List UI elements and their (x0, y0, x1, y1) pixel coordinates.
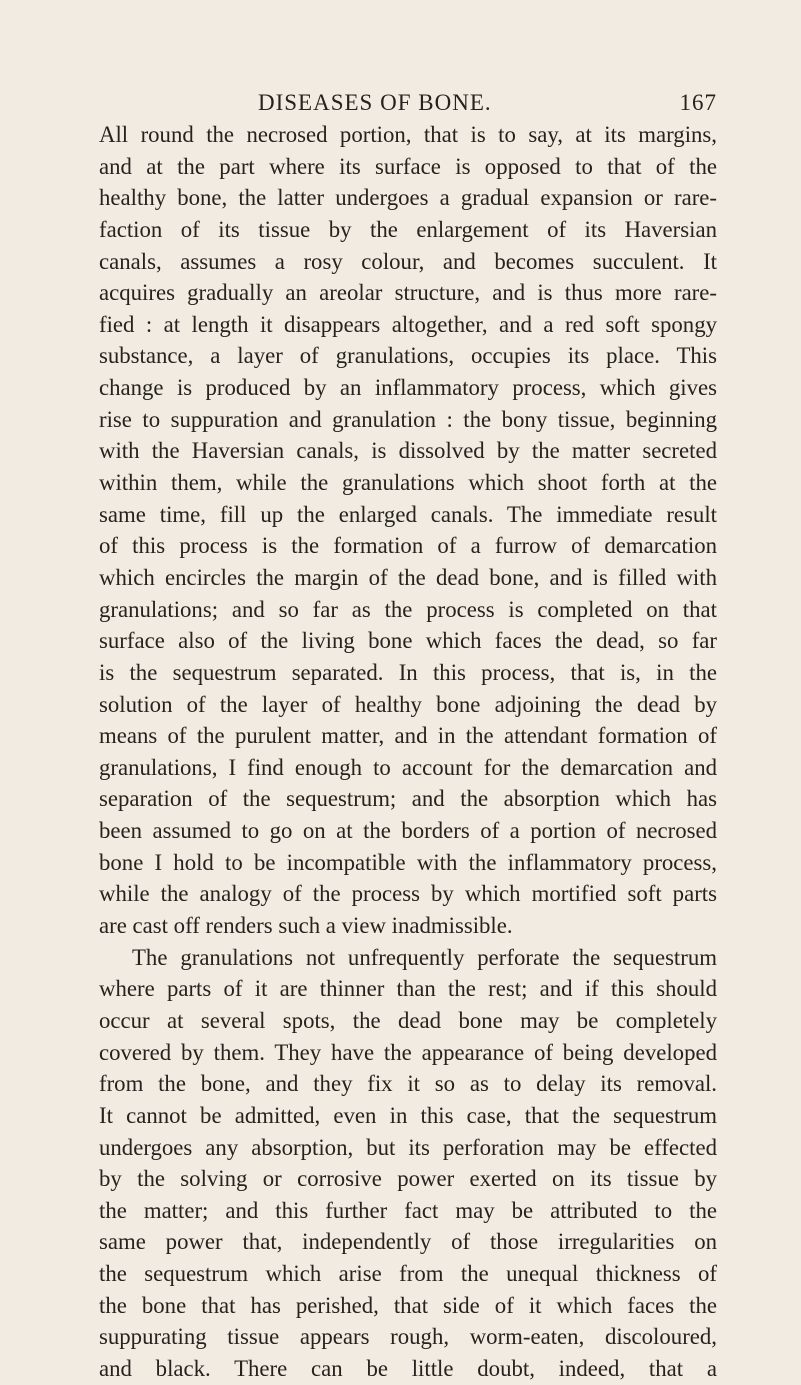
running-header (99, 78, 717, 118)
text-line: acquires gradually an areolar structure, and is thus more rare- (99, 280, 717, 306)
text-line: rise to suppuration and granulation : the bony tissue, beginning (99, 406, 717, 432)
text-line: which encircles the margin of the dead bone, and is filled with (99, 564, 717, 590)
text-line: with the Haversian canals, is dissolved by the matter secreted (99, 438, 717, 464)
text-line: canals, assumes a rosy colour, and becomes succulent. It (99, 248, 717, 274)
text-line: from the bone, and they fix it so as to delay its removal. (99, 1071, 717, 1097)
body-text (99, 119, 717, 1385)
text-line: the matter; and this further fact may be attributed to the (99, 1197, 717, 1223)
text-line: by the solving or corrosive power exerted on its tissue by (99, 1166, 717, 1192)
text-line: solution of the layer of healthy bone adjoining the dead by (99, 691, 717, 717)
text-line: been assumed to go on at the borders of a portion of necrosed (99, 818, 717, 844)
text-line: same power that, independently of those irregularities on (99, 1229, 717, 1255)
paragraph-start-line: The granulations not unfrequently perforate the sequestrum (132, 944, 717, 970)
page-number: 167 (679, 90, 717, 115)
text-line: covered by them. They have the appearance of being developed (99, 1039, 717, 1065)
text-line: bone I hold to be incompatible with the inflammatory process, (99, 849, 717, 875)
text-line: is the sequestrum separated. In this process, that is, in the (99, 659, 717, 685)
text-line: same time, fill up the enlarged canals. The immediate result (99, 501, 717, 527)
text-line: occur at several spots, the dead bone may be completely (99, 1007, 717, 1033)
text-line: where parts of it are thinner than the rest; and if this should (99, 976, 717, 1002)
text-line: fied : at length it disappears altogether, and a red soft spongy (99, 311, 717, 337)
text-line: within them, while the granulations which shoot forth at the (99, 470, 717, 496)
text-line: granulations; and so far as the process is completed on that (99, 596, 717, 622)
text-line: surface also of the living bone which faces the dead, so far (99, 628, 717, 654)
text-line: while the analogy of the process by which mortified soft parts (99, 881, 717, 907)
text-line: and black. There can be little doubt, indeed, that a (99, 1355, 717, 1381)
text-line: means of the purulent matter, and in the attendant formation of (99, 723, 717, 749)
text-line: and at the part where its surface is opposed to that of the (99, 153, 717, 179)
text-line: suppurating tissue appears rough, worm-eaten, discoloured, (99, 1324, 717, 1350)
text-line: of this process is the formation of a furrow of demarcation (99, 533, 717, 559)
text-line: separation of the sequestrum; and the absorption which has (99, 786, 717, 812)
text-line: It cannot be admitted, even in this case, that the sequestrum (99, 1102, 717, 1128)
text-line: All round the necrosed portion, that is to say, at its margins, (99, 122, 717, 147)
text-line: change is produced by an inflammatory process, which gives (99, 375, 717, 401)
text-line: faction of its tissue by the enlargement of its Haversian (99, 216, 717, 242)
text-line: undergoes any absorption, but its perforation may be effected (99, 1134, 717, 1160)
paragraph-end-line: are cast off renders such a view inadmissible. (99, 913, 513, 939)
text-line: granulations, I find enough to account for the demarcation and (99, 754, 717, 780)
text-line: substance, a layer of granulations, occupies its place. This (99, 343, 717, 369)
running-title: DISEASES OF BONE. (258, 90, 492, 115)
text-line: the bone that has perished, that side of it which faces the (99, 1292, 717, 1318)
text-line: the sequestrum which arise from the unequal thickness of (99, 1261, 717, 1287)
text-line: healthy bone, the latter undergoes a gradual expansion or rare- (99, 185, 717, 211)
